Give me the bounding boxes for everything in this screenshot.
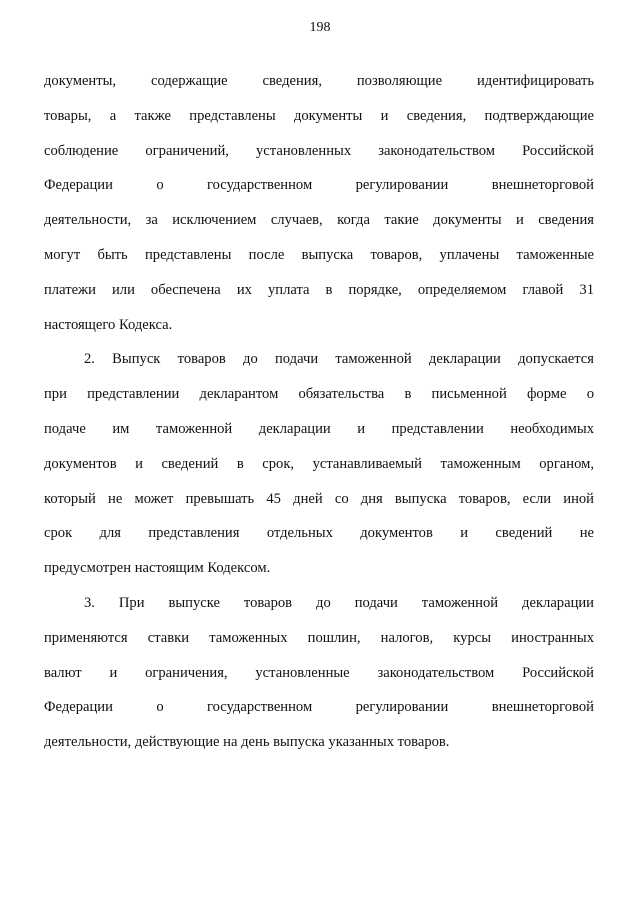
text-line: предусмотрен настоящим Кодексом. xyxy=(44,560,271,577)
page-number: 198 xyxy=(309,20,331,35)
text-line: платежи или обеспечена их уплата в порядке, определяемом главой 31 xyxy=(44,281,594,298)
paragraph-3 xyxy=(44,586,594,760)
text-line: настоящего Кодекса. xyxy=(44,316,173,333)
text-line: документов и сведений в срок, устанавливаемый таможенным органом, xyxy=(44,455,594,472)
text-line: соблюдение ограничений, установленных законодательством Российской xyxy=(44,142,594,159)
text-line: при представлении декларантом обязательства в письменной форме о xyxy=(44,386,594,403)
text-line: применяются ставки таможенных пошлин, налогов, курсы иностранных xyxy=(44,629,594,646)
text-line: товары, а также представлены документы и сведения, подтверждающие xyxy=(44,107,594,124)
text-line: могут быть представлены после выпуска товаров, уплачены таможенные xyxy=(44,246,594,263)
text-line: 3. При выпуске товаров до подачи таможенной декларации xyxy=(84,594,594,611)
paragraph-1 xyxy=(44,64,594,342)
text-line: валют и ограничения, установленные законодательством Российской xyxy=(44,664,594,681)
text-line: Федерации о государственном регулировании внешнеторговой xyxy=(44,177,594,194)
text-line: 2. Выпуск товаров до подачи таможенной декларации допускается xyxy=(84,351,594,368)
paragraph-2 xyxy=(44,342,594,586)
text-line: документы, содержащие сведения, позволяющие идентифицировать xyxy=(44,73,594,89)
document-body xyxy=(44,64,594,760)
text-line: подаче им таможенной декларации и представлении необходимых xyxy=(44,420,594,437)
text-line: деятельности, за исключением случаев, когда такие документы и сведения xyxy=(44,212,594,229)
text-line: Федерации о государственном регулировании внешнеторговой xyxy=(44,699,594,716)
text-line: срок для представления отдельных документов и сведений не xyxy=(44,525,594,542)
text-line: деятельности, действующие на день выпуска указанных товаров. xyxy=(44,734,450,751)
text-line: который не может превышать 45 дней со дня выпуска товаров, если иной xyxy=(44,490,594,507)
